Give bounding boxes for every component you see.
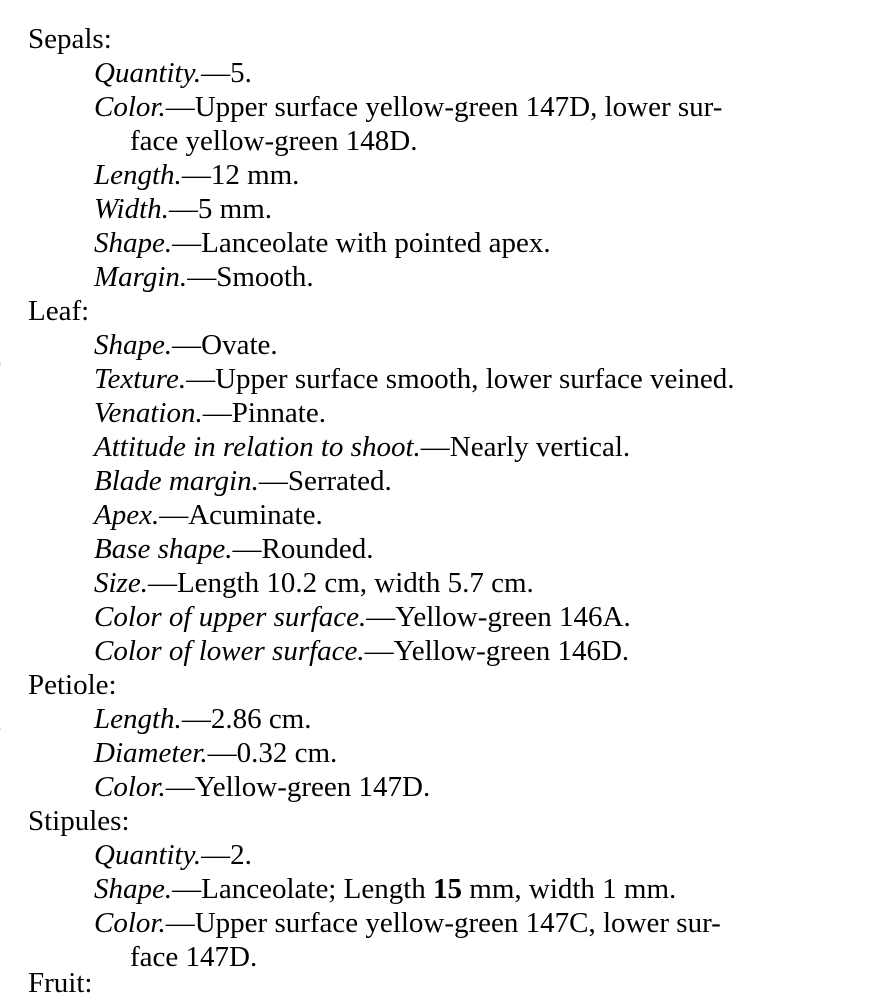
petiole-color	[94, 770, 430, 804]
sepals-quantity	[94, 56, 252, 90]
entry-label: Attitude in relation to shoot.	[94, 431, 421, 463]
entry-text-bold: 15	[433, 873, 463, 905]
entry-text: —Lanceolate; Length	[172, 873, 434, 905]
entry-label: Color of lower surface.	[94, 635, 365, 667]
entry-text: —Pinnate.	[202, 397, 326, 429]
sepals-width	[94, 192, 272, 226]
entry-text: —Upper surface smooth, lower surface veined.	[186, 363, 735, 395]
entry-label: Length.	[94, 159, 182, 191]
entry-text: —12 mm.	[181, 159, 300, 191]
entry-label: Shape.	[94, 227, 173, 259]
entry-text: —Yellow-green 146D.	[364, 635, 630, 667]
line-number	[0, 530, 1, 564]
leaf-color-upper	[94, 600, 631, 634]
line-number	[0, 347, 1, 381]
entry-text: —5 mm.	[168, 193, 273, 225]
leaf-apex	[94, 498, 323, 532]
leaf-blade-margin	[94, 464, 392, 498]
entry-text: —Yellow-green 146A.	[366, 601, 631, 633]
stipules-quantity	[94, 838, 252, 872]
entry-label: Shape.	[94, 329, 173, 361]
leaf-shape	[94, 328, 278, 362]
entry-label: Diameter.	[94, 737, 208, 769]
entry-label: Width.	[94, 193, 169, 225]
section-heading-sepals: Sepals:	[28, 23, 112, 55]
petiole-length	[94, 702, 312, 736]
entry-text: —Acuminate.	[159, 499, 323, 531]
leaf-attitude	[94, 430, 630, 464]
entry-label: Color.	[94, 91, 166, 123]
line-number	[0, 712, 1, 746]
leaf-size	[94, 566, 534, 600]
sepals-shape	[94, 226, 551, 260]
line-number	[0, 893, 1, 927]
entry-text: —Upper surface yellow-green 147C, lower sur-	[165, 907, 721, 939]
leaf-base-shape	[94, 532, 374, 566]
entry-label: Texture.	[94, 363, 187, 395]
entry-text: —2.	[201, 839, 252, 871]
entry-text: —Lanceolate with pointed apex.	[172, 227, 551, 259]
entry-text: —0.32 cm.	[207, 737, 338, 769]
stipules-color-continued: face 147D.	[130, 941, 258, 973]
entry-text: —Ovate.	[172, 329, 278, 361]
entry-label: Size.	[94, 567, 148, 599]
petiole-diameter	[94, 736, 337, 770]
sepals-margin	[94, 260, 314, 294]
stipules-color	[94, 906, 721, 940]
sepals-color-continued: face yellow-green 148D.	[130, 125, 418, 157]
section-heading-leaf: Leaf:	[28, 295, 90, 327]
entry-text: —2.86 cm.	[181, 703, 312, 735]
entry-label: Quantity.	[94, 57, 202, 89]
section-heading-stipules: Stipules:	[28, 805, 130, 837]
entry-label: Length.	[94, 703, 182, 735]
entry-text: —Upper surface yellow-green 147D, lower sur-	[165, 91, 723, 123]
entry-label: Color.	[94, 907, 166, 939]
entry-text: mm, width 1 mm.	[462, 873, 677, 905]
entry-text: —Serrated.	[258, 465, 392, 497]
entry-label: Base shape.	[94, 533, 233, 565]
sepals-length	[94, 158, 299, 192]
sepals-color	[94, 90, 722, 124]
entry-text: —Smooth.	[187, 261, 314, 293]
entry-text: —Yellow-green 147D.	[165, 771, 431, 803]
entry-label: Apex.	[94, 499, 160, 531]
entry-label: Shape.	[94, 873, 173, 905]
leaf-texture	[94, 362, 735, 396]
entry-label: Quantity.	[94, 839, 202, 871]
entry-text: —Nearly vertical.	[420, 431, 631, 463]
leaf-venation	[94, 396, 326, 430]
entry-text: —Length 10.2 cm, width 5.7 cm.	[147, 567, 534, 599]
section-heading-next: Fruit:	[28, 967, 93, 999]
entry-label: Blade margin.	[94, 465, 259, 497]
entry-text: —Rounded.	[232, 533, 374, 565]
entry-label: Venation.	[94, 397, 203, 429]
section-heading-petiole: Petiole:	[28, 669, 117, 701]
entry-label: Color of upper surface.	[94, 601, 367, 633]
entry-text: —5.	[201, 57, 252, 89]
entry-label: Margin.	[94, 261, 188, 293]
leaf-color-lower	[94, 634, 629, 668]
entry-label: Color.	[94, 771, 166, 803]
stipules-shape	[94, 872, 676, 906]
